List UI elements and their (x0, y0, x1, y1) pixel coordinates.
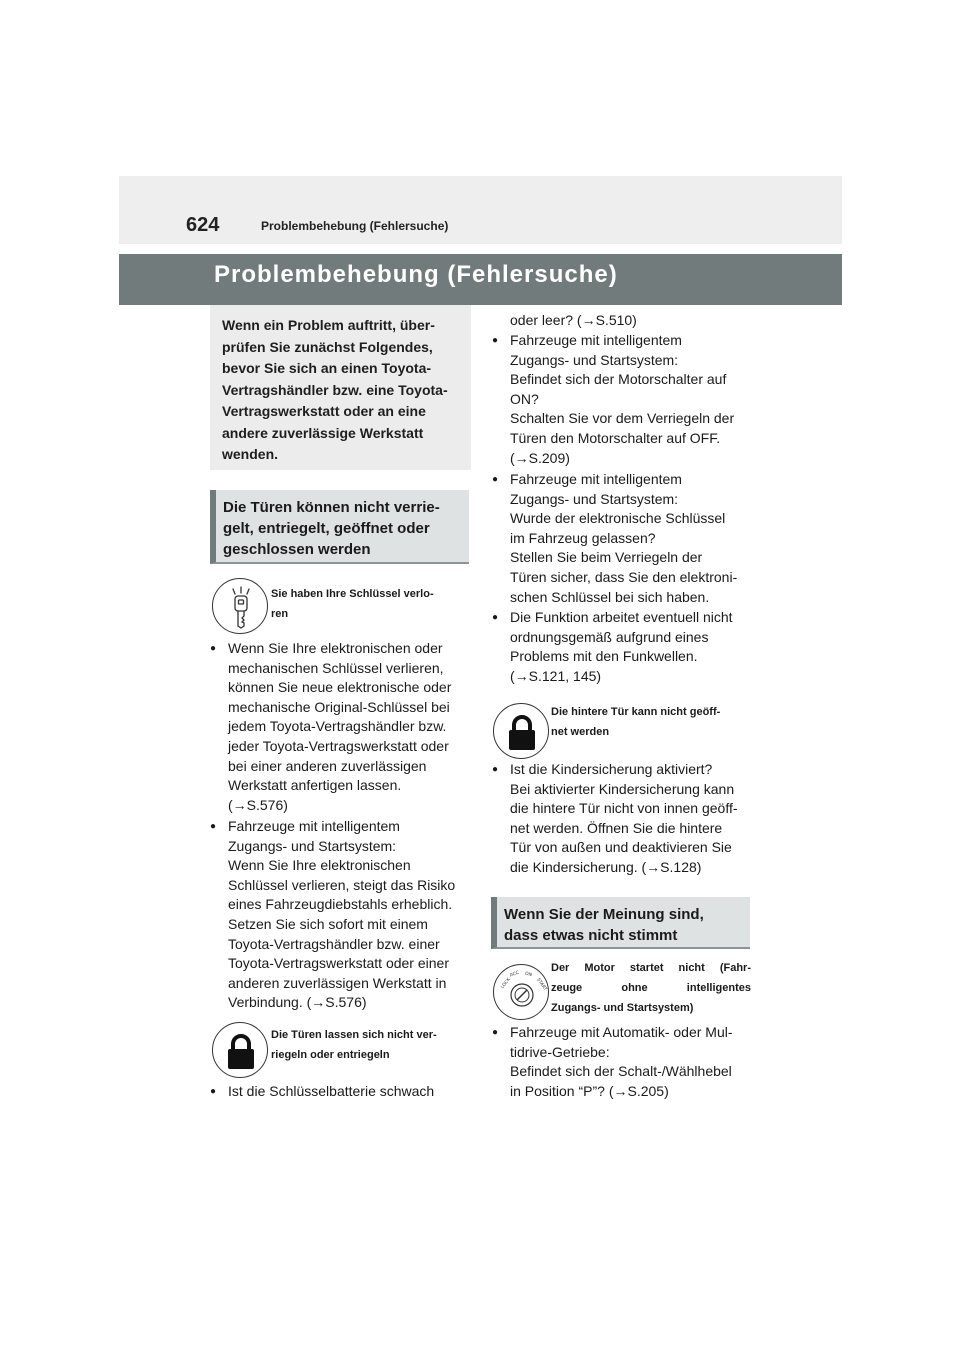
sub-caption-rear-door: Die hintere Tür kann nicht geöff- net werden (551, 706, 721, 738)
sub-caption-doors-lock: Die Türen lassen sich nicht ver- riegeln oder entriegeln (271, 1029, 437, 1061)
bullet-theft-risk: ● Fahrzeuge mit intelligentem Zugangs- und Startsystem: Wenn Sie Ihre elektronischen Schlüssel verlieren, steigt das Risiko eines Fahrzeugdiebstahls erheblich. Setzen Sie sich sofort mit einem Toyota-Vertragshändler bzw. einer Toyota-Vertragswerkstatt oder einer anderen zuverlässigen Werkstatt in Verbindung. (→S.576) (210, 817, 472, 1013)
section-heading-doors: Die Türen können nicht verrie- gelt, entriegelt, geöffnet oder geschlossen werden (210, 490, 469, 564)
intro-text: Wenn ein Problem auftritt, über- prüfen Sie zunächst Folgendes, bevor Sie sich an einen Toyota- Vertragshändler bzw. eine Toyota- Vertragswerkstatt oder an eine andere zuverlässige Werkstatt wenden. (222, 317, 448, 462)
bullet-child-lock: ● Ist die Kindersicherung aktiviert? Bei aktivierter Kindersicherung kann die hintere Tür nicht von innen geöff- net werden. Öffnen Sie die hintere Tür von außen und deaktivieren Sie die Kindersicherung. (→S.128) (492, 760, 757, 878)
bullet-key-left-inside: ● Fahrzeuge mit intelligentem Zugangs- und Startsystem: Wurde der elektronische Schlüssel im Fahrzeug gelassen? Stellen Sie beim Verriegeln der Türen sicher, dass Sie den elektroni- schen Schlüssel bei sich haben. (492, 470, 757, 607)
bullet-key-battery-continued: oder leer? (→S.510) (510, 312, 637, 328)
page-title: Problembehebung (Fehlersuche) (214, 261, 618, 288)
sub-caption-engine-not-start: Der Motor startet nicht (Fahr- zeuge ohne intelligentes Zugangs- und Startsystem) (551, 962, 751, 1014)
ignition-label-start: START (535, 977, 548, 992)
header-band (119, 176, 842, 244)
padlock-icon (212, 1022, 268, 1078)
page-number: 624 (186, 214, 220, 236)
ignition-label-acc: ACC (509, 970, 520, 979)
sub-caption-key-lost: Sie haben Ihre Schlüssel verlo- ren (271, 588, 434, 620)
padlock-icon-rear-door (493, 703, 549, 759)
ignition-switch-icon (493, 964, 549, 1020)
ignition-label-lock: LOCK (500, 977, 512, 990)
bullet-engine-switch-on: ● Fahrzeuge mit intelligentem Zugangs- und Startsystem: Befindet sich der Motorschalter auf ON? Schalten Sie vor dem Verriegeln der Türen den Motorschalter auf OFF. (→S.209) (492, 331, 757, 468)
intro-box (210, 305, 471, 470)
header-section-title: Problembehebung (Fehlersuche) (261, 219, 449, 233)
bullet-shift-lever-p: ● Fahrzeuge mit Automatik- oder Mul- tidrive-Getriebe: Befindet sich der Schalt-/Wählhebel in Position “P”? (→S.205) (492, 1023, 757, 1101)
bullet-radio-waves: ● Die Funktion arbeitet eventuell nicht ordnungsgemäß aufgrund eines Problems mit den Funkwellen. (→S.121, 145) (492, 608, 757, 686)
bullet-key-battery: ● Ist die Schlüsselbatterie schwach (210, 1082, 472, 1102)
bullet-key-replacement: ● Wenn Sie Ihre elektronischen oder mechanischen Schlüssel verlieren, können Sie neue elektronische oder mechanische Original-Schlüssel bei jedem Toyota-Vertragshändler bzw. jeder Toyota-Vertragswerkstatt oder bei einer anderen zuverlässigen Werkstatt anfertigen lassen. (→S.576) (210, 639, 472, 815)
key-icon (212, 578, 268, 634)
ignition-label-on: ON (524, 971, 533, 979)
section-heading-something-wrong: Wenn Sie der Meinung sind, dass etwas nicht stimmt (491, 897, 750, 949)
